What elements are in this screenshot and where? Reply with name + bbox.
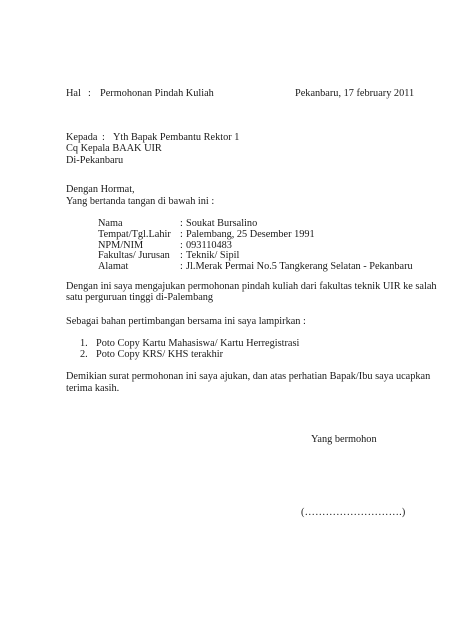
identity-value: Soukat Bursalino bbox=[186, 218, 258, 229]
identity-separator: : bbox=[180, 250, 183, 261]
letter-subject: Permohonan Pindah Kuliah bbox=[100, 88, 214, 99]
place-date: Pekanbaru, 17 february 2011 bbox=[295, 88, 415, 99]
identity-separator: : bbox=[180, 218, 183, 229]
identity-separator: : bbox=[180, 261, 183, 272]
signoff: Yang bermohon bbox=[311, 434, 377, 445]
identity-label: Nama bbox=[98, 218, 123, 229]
recipient-cq: Cq Kepala BAAK UIR bbox=[66, 143, 162, 154]
identity-separator: : bbox=[180, 240, 183, 251]
attachment-number: 2. bbox=[80, 349, 88, 360]
identity-label: Fakultas/ Jurusan bbox=[98, 250, 170, 261]
kepada-label: Kepada bbox=[66, 132, 98, 143]
identity-value: Jl.Merak Permai No.5 Tangkerang Selatan - Pekanbaru bbox=[186, 261, 413, 272]
signature-placeholder: (……………………….) bbox=[301, 507, 406, 518]
attachment-item: Poto Copy Kartu Mahasiswa/ Kartu Herregistrasi bbox=[96, 338, 300, 349]
attachments-intro: Sebagai bahan pertimbangan bersama ini saya lampirkan : bbox=[66, 316, 306, 327]
hal-separator: : bbox=[88, 88, 91, 99]
kepada-separator: : bbox=[102, 132, 105, 143]
closing-line2: terima kasih. bbox=[66, 383, 120, 394]
request-paragraph-line1: Dengan ini saya mengajukan permohonan pindah kuliah dari fakultas teknik UIR ke salah bbox=[66, 281, 437, 292]
identity-value: Teknik/ Sipil bbox=[186, 250, 240, 261]
request-paragraph-line2: satu perguruan tinggi di-Palembang bbox=[66, 292, 214, 303]
recipient-location: Di-Pekanbaru bbox=[66, 155, 124, 166]
identity-separator: : bbox=[180, 229, 183, 240]
closing-line1: Demikian surat permohonan ini saya ajukan, dan atas perhatian Bapak/Ibu saya ucapkan bbox=[66, 371, 431, 382]
hal-label: Hal bbox=[66, 88, 81, 99]
identity-label: Alamat bbox=[98, 261, 129, 272]
identity-label: Tempat/Tgl.Lahir bbox=[98, 229, 171, 240]
attachment-number: 1. bbox=[80, 338, 88, 349]
greeting: Dengan Hormat, bbox=[66, 184, 135, 195]
identity-value: 093110483 bbox=[186, 240, 232, 251]
identity-value: Palembang, 25 Desember 1991 bbox=[186, 229, 315, 240]
intro-line: Yang bertanda tangan di bawah ini : bbox=[66, 196, 215, 207]
recipient-addressee: Yth Bapak Pembantu Rektor 1 bbox=[113, 132, 240, 143]
identity-label: NPM/NIM bbox=[98, 240, 144, 251]
attachment-item: Poto Copy KRS/ KHS terakhir bbox=[96, 349, 224, 360]
